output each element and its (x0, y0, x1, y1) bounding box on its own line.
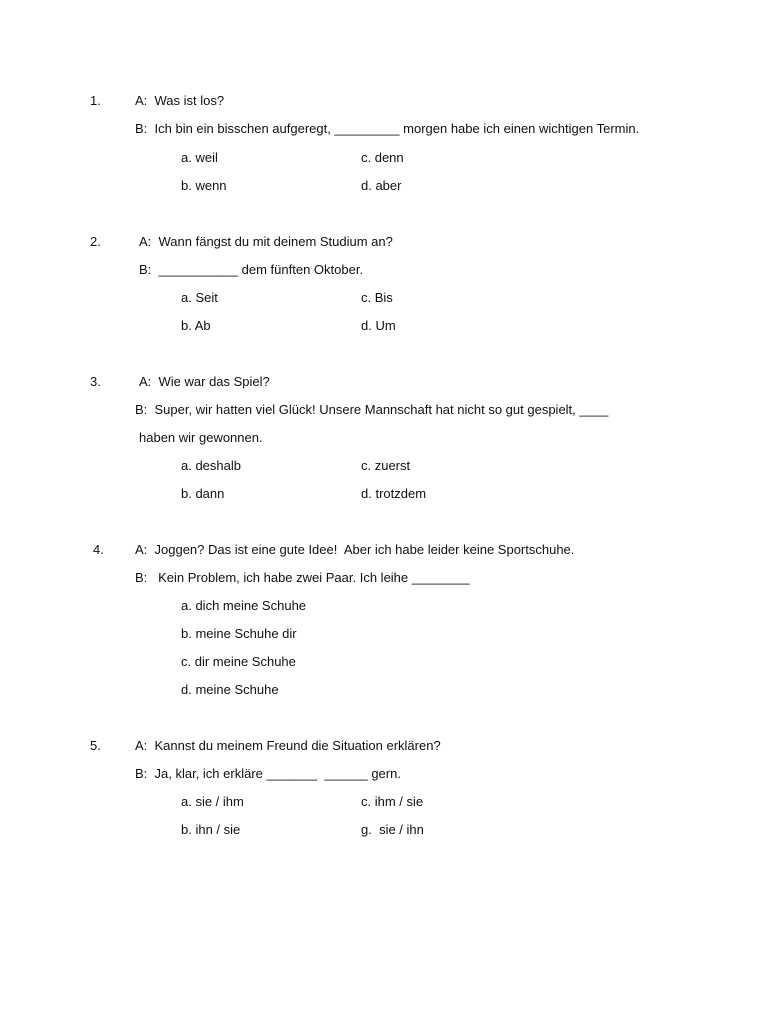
question-number: 2. (90, 234, 101, 249)
answer-option: b. Ab (181, 318, 211, 333)
answer-option: d. aber (361, 178, 402, 193)
question-line-a: A: Was ist los? (135, 93, 225, 108)
question-number: 1. (90, 93, 101, 108)
question-line-b: B: ___________ dem fünften Oktober. (139, 262, 364, 277)
answer-option: b. meine Schuhe dir (181, 626, 297, 641)
answer-option: b. wenn (181, 178, 227, 193)
question-line-b: B: Super, wir hatten viel Glück! Unsere Mannschaft hat nicht so gut gespielt, ____ (135, 402, 609, 417)
answer-option: a. sie / ihm (181, 794, 244, 809)
answer-option: c. zuerst (361, 458, 411, 473)
answer-option: c. Bis (361, 290, 393, 305)
answer-option: a. weil (181, 150, 218, 165)
answer-option: c. ihm / sie (361, 794, 424, 809)
question-line-b-continued: haben wir gewonnen. (139, 430, 263, 445)
question-line-a: A: Wie war das Spiel? (139, 374, 270, 389)
question-number: 4. (93, 542, 104, 557)
question-line-b: B: Ich bin ein bisschen aufgeregt, _________ morgen habe ich einen wichtigen Termin. (135, 121, 640, 136)
question-line-a: A: Kannst du meinem Freund die Situation erklären? (135, 738, 441, 753)
question-number: 3. (90, 374, 101, 389)
answer-option: a. Seit (181, 290, 218, 305)
answer-option: a. deshalb (181, 458, 241, 473)
answer-option: g. sie / ihn (361, 822, 424, 837)
question-number: 5. (90, 738, 101, 753)
answer-option: b. ihn / sie (181, 822, 241, 837)
question-line-b: B: Kein Problem, ich habe zwei Paar. Ich leihe ________ (135, 570, 470, 585)
question-line-a: A: Joggen? Das ist eine gute Idee! Aber ich habe leider keine Sportschuhe. (135, 542, 575, 557)
question-line-a: A: Wann fängst du mit deinem Studium an? (139, 234, 393, 249)
answer-option: d. trotzdem (361, 486, 427, 501)
answer-option: d. meine Schuhe (181, 682, 279, 697)
answer-option: d. Um (361, 318, 396, 333)
answer-option: a. dich meine Schuhe (181, 598, 307, 613)
answer-option: c. denn (361, 150, 404, 165)
question-line-b: B: Ja, klar, ich erkläre _______ ______ gern. (135, 766, 401, 781)
answer-option: b. dann (181, 486, 225, 501)
answer-option: c. dir meine Schuhe (181, 654, 296, 669)
